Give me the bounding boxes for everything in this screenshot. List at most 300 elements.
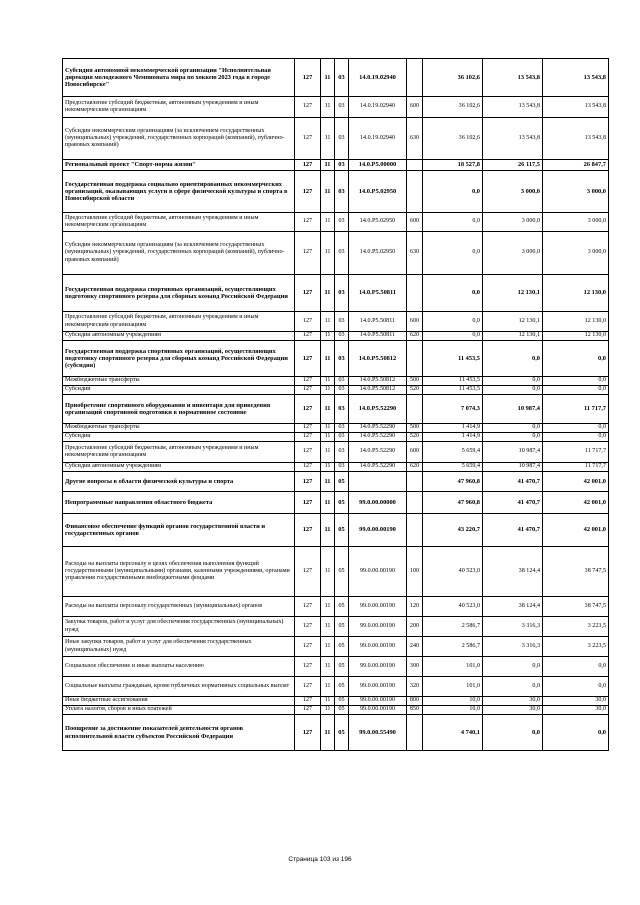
row-rz: 11 (321, 424, 335, 433)
row-pr: 03 (335, 395, 349, 424)
table-row (63, 715, 609, 751)
row-pr: 05 (335, 715, 349, 751)
row-ved: 127 (295, 312, 321, 332)
table-row (63, 332, 609, 341)
row-vr (407, 160, 423, 171)
row-value-2: 41 470,7 (483, 492, 543, 514)
row-value-1: 10,0 (423, 697, 483, 706)
row-value-1: 11 453,5 (423, 386, 483, 395)
row-csr: 14.0.P5.52290 (349, 424, 407, 433)
row-ved: 127 (295, 213, 321, 232)
row-value-2: 0,0 (483, 657, 543, 677)
row-csr: 99.0.00.00190 (349, 706, 407, 715)
row-value-2: 38 124,4 (483, 597, 543, 617)
row-pr: 03 (335, 312, 349, 332)
row-vr: 600 (407, 213, 423, 232)
table-row (63, 617, 609, 637)
row-pr: 05 (335, 492, 349, 514)
row-vr (407, 472, 423, 492)
row-csr: 99.0.00.00190 (349, 597, 407, 617)
row-csr: 14.0.P5.50812 (349, 377, 407, 386)
row-value-1: 18 527,8 (423, 160, 483, 171)
row-vr: 120 (407, 597, 423, 617)
row-rz: 11 (321, 657, 335, 677)
row-value-2: 12 130,1 (483, 275, 543, 312)
table-row (63, 637, 609, 657)
row-value-3: 11 717,7 (543, 442, 609, 463)
row-pr: 03 (335, 377, 349, 386)
row-rz: 11 (321, 617, 335, 637)
row-value-3: 3 223,5 (543, 617, 609, 637)
row-rz: 11 (321, 395, 335, 424)
row-name: Приобретение спортивного оборудования и инвентаря для приведения организаций спортивной подготовки в нормативное состояние (63, 395, 295, 424)
row-value-1: 40 523,0 (423, 547, 483, 597)
row-name: Закупка товаров, работ и услуг для обеспечения государственных (муниципальных) нужд (63, 617, 295, 637)
row-csr: 14.0.P5.50812 (349, 341, 407, 377)
row-ved: 127 (295, 433, 321, 442)
row-name: Предоставление субсидий бюджетным, автономным учреждениям и иным некоммерческим организациям (63, 213, 295, 232)
row-value-3: 13 543,8 (543, 118, 609, 160)
row-name: Предоставление субсидий бюджетным, автономным учреждениям и иным некоммерческим организациям (63, 442, 295, 463)
table-row (63, 97, 609, 118)
row-value-1: 101,0 (423, 657, 483, 677)
row-value-1: 0,0 (423, 171, 483, 213)
row-value-2: 3 000,0 (483, 171, 543, 213)
row-value-2: 30,0 (483, 706, 543, 715)
row-pr: 05 (335, 617, 349, 637)
row-pr: 05 (335, 637, 349, 657)
row-value-1: 0,0 (423, 232, 483, 275)
row-csr: 14.0.P5.52290 (349, 463, 407, 472)
row-value-2: 0,0 (483, 677, 543, 697)
row-rz: 11 (321, 514, 335, 547)
row-pr: 05 (335, 547, 349, 597)
row-rz: 11 (321, 213, 335, 232)
row-ved: 127 (295, 697, 321, 706)
row-value-1: 101,0 (423, 677, 483, 697)
row-csr: 99.0.00.00190 (349, 617, 407, 637)
row-value-1: 0,0 (423, 213, 483, 232)
row-name: Региональный проект "Спорт-норма жизни" (63, 160, 295, 171)
row-name: Субсидия автономной некоммерческой организации "Исполнительная дирекция молодежного Чемпионата мира по хоккею 2023 года в городе Новосибирске" (63, 59, 295, 97)
row-name: Государственная поддержка спортивных организаций, осуществляющих подготовку спортивного резерва для сборных команд Российской Федерации (63, 275, 295, 312)
row-rz: 11 (321, 472, 335, 492)
row-value-3: 0,0 (543, 424, 609, 433)
row-csr: 99.0.00.55490 (349, 715, 407, 751)
row-rz: 11 (321, 442, 335, 463)
row-value-2: 0,0 (483, 424, 543, 433)
row-value-1: 7 074,3 (423, 395, 483, 424)
row-vr: 520 (407, 386, 423, 395)
row-csr: 14.0.P5.50812 (349, 386, 407, 395)
row-name: Расходы на выплаты персоналу в целях обеспечения выполнения функций государственными (муниципальными) органами, казенными учреждениями, органами управления государственными внебюджетными фондами (63, 547, 295, 597)
row-value-2: 41 470,7 (483, 472, 543, 492)
row-ved: 127 (295, 275, 321, 312)
row-value-3: 42 001,0 (543, 514, 609, 547)
row-vr: 620 (407, 463, 423, 472)
row-name: Поощрение за достижение показателей деятельности органов исполнительной власти субъектов Российской Федерации (63, 715, 295, 751)
row-rz: 11 (321, 637, 335, 657)
row-vr (407, 341, 423, 377)
row-ved: 127 (295, 97, 321, 118)
row-value-1: 43 220,7 (423, 514, 483, 547)
row-value-1: 5 659,4 (423, 442, 483, 463)
table-row (63, 442, 609, 463)
row-vr (407, 59, 423, 97)
row-pr: 03 (335, 232, 349, 275)
row-name: Непрограммные направления областного бюджета (63, 492, 295, 514)
row-value-3: 13 543,8 (543, 59, 609, 97)
row-value-3: 3 000,0 (543, 232, 609, 275)
row-name: Иные закупки товаров, работ и услуг для обеспечения государственных (муниципальных) нужд (63, 637, 295, 657)
row-csr: 99.0.00.00000 (349, 492, 407, 514)
row-vr: 100 (407, 547, 423, 597)
row-rz: 11 (321, 312, 335, 332)
table-row (63, 697, 609, 706)
row-value-2: 13 543,8 (483, 59, 543, 97)
row-value-1: 2 586,7 (423, 617, 483, 637)
row-csr: 99.0.00.00190 (349, 637, 407, 657)
row-value-1: 0,0 (423, 332, 483, 341)
table-row (63, 118, 609, 160)
row-value-3: 0,0 (543, 433, 609, 442)
row-value-3: 30,0 (543, 697, 609, 706)
row-csr: 14.0.19.02940 (349, 118, 407, 160)
row-pr: 03 (335, 171, 349, 213)
row-value-1: 5 659,4 (423, 463, 483, 472)
row-value-2: 38 124,4 (483, 547, 543, 597)
table-row (63, 59, 609, 97)
row-csr: 99.0.00.00190 (349, 677, 407, 697)
row-vr (407, 492, 423, 514)
row-value-1: 1 414,9 (423, 433, 483, 442)
table-row (63, 377, 609, 386)
table-row (63, 341, 609, 377)
row-csr: 14.0.P5.52290 (349, 395, 407, 424)
row-value-2: 0,0 (483, 341, 543, 377)
row-vr: 630 (407, 232, 423, 275)
row-pr: 03 (335, 160, 349, 171)
row-csr: 99.0.00.00190 (349, 697, 407, 706)
row-ved: 127 (295, 377, 321, 386)
row-value-1: 36 102,6 (423, 118, 483, 160)
row-vr: 300 (407, 657, 423, 677)
row-rz: 11 (321, 597, 335, 617)
row-vr (407, 275, 423, 312)
row-value-2: 13 543,8 (483, 97, 543, 118)
row-value-3: 12 130,0 (543, 332, 609, 341)
row-vr (407, 514, 423, 547)
row-vr: 850 (407, 706, 423, 715)
row-csr: 14.0.P5.50811 (349, 312, 407, 332)
row-vr: 500 (407, 424, 423, 433)
row-rz: 11 (321, 59, 335, 97)
row-ved: 127 (295, 597, 321, 617)
row-pr: 03 (335, 97, 349, 118)
row-value-3: 11 717,7 (543, 395, 609, 424)
table-row (63, 232, 609, 275)
row-name: Финансовое обеспечение функций органов государственной власти и государственных органов (63, 514, 295, 547)
row-value-2: 0,0 (483, 386, 543, 395)
row-rz: 11 (321, 463, 335, 472)
row-name: Субсидии некоммерческим организациям (за исключением государственных (муниципальных) учреждений, государственных корпораций (компаний), публично-правовых компаний) (63, 232, 295, 275)
row-value-2: 0,0 (483, 433, 543, 442)
row-ved: 127 (295, 232, 321, 275)
table-row (63, 433, 609, 442)
row-value-1: 0,0 (423, 312, 483, 332)
row-rz: 11 (321, 171, 335, 213)
budget-table-page (62, 58, 608, 751)
row-value-3: 0,0 (543, 377, 609, 386)
table-row (63, 160, 609, 171)
row-csr: 14.0.P5.02950 (349, 213, 407, 232)
row-value-3: 42 001,0 (543, 472, 609, 492)
row-ved: 127 (295, 463, 321, 472)
row-value-1: 47 960,8 (423, 492, 483, 514)
row-vr: 800 (407, 697, 423, 706)
row-value-3: 12 130,0 (543, 275, 609, 312)
row-value-2: 3 316,3 (483, 637, 543, 657)
row-rz: 11 (321, 232, 335, 275)
row-rz: 11 (321, 160, 335, 171)
row-value-2: 12 130,1 (483, 312, 543, 332)
table-row (63, 547, 609, 597)
table-row (63, 171, 609, 213)
row-csr: 14.0.19.02940 (349, 97, 407, 118)
row-value-1: 0,0 (423, 275, 483, 312)
row-vr: 240 (407, 637, 423, 657)
row-csr: 99.0.00.00190 (349, 514, 407, 547)
row-value-1: 4 740,1 (423, 715, 483, 751)
row-pr: 03 (335, 463, 349, 472)
row-ved: 127 (295, 332, 321, 341)
row-value-2: 26 117,5 (483, 160, 543, 171)
row-pr: 05 (335, 677, 349, 697)
row-ved: 127 (295, 547, 321, 597)
row-pr: 05 (335, 697, 349, 706)
row-csr: 99.0.00.00190 (349, 657, 407, 677)
row-vr (407, 171, 423, 213)
row-name: Предоставление субсидий бюджетным, автономным учреждениям и иным некоммерческим организациям (63, 97, 295, 118)
row-ved: 127 (295, 171, 321, 213)
row-value-2: 10 987,4 (483, 395, 543, 424)
row-value-1: 36 102,6 (423, 59, 483, 97)
row-name: Субсидии некоммерческим организациям (за исключением государственных (муниципальных) учреждений, государственных корпораций (компаний), публично-правовых компаний) (63, 118, 295, 160)
row-rz: 11 (321, 697, 335, 706)
row-vr: 320 (407, 677, 423, 697)
row-value-2: 3 000,0 (483, 213, 543, 232)
row-csr: 14.0.P5.02950 (349, 171, 407, 213)
row-value-3: 38 747,5 (543, 547, 609, 597)
row-csr: 14.0.19.02940 (349, 59, 407, 97)
row-vr: 200 (407, 617, 423, 637)
table-row (63, 677, 609, 697)
row-pr: 03 (335, 386, 349, 395)
row-vr: 600 (407, 97, 423, 118)
row-value-2: 0,0 (483, 377, 543, 386)
row-ved: 127 (295, 715, 321, 751)
row-value-2: 3 316,3 (483, 617, 543, 637)
row-ved: 127 (295, 706, 321, 715)
row-ved: 127 (295, 657, 321, 677)
row-rz: 11 (321, 492, 335, 514)
row-rz: 11 (321, 332, 335, 341)
row-vr: 500 (407, 377, 423, 386)
row-value-3: 0,0 (543, 715, 609, 751)
table-row (63, 657, 609, 677)
row-csr: 14.0.P5.52290 (349, 433, 407, 442)
row-rz: 11 (321, 341, 335, 377)
row-rz: 11 (321, 433, 335, 442)
row-name: Межбюджетные трансферты (63, 424, 295, 433)
row-value-2: 41 470,7 (483, 514, 543, 547)
row-ved: 127 (295, 386, 321, 395)
row-rz: 11 (321, 547, 335, 597)
row-csr (349, 472, 407, 492)
row-name: Субсидии автономным учреждениям (63, 463, 295, 472)
row-ved: 127 (295, 341, 321, 377)
table-row (63, 386, 609, 395)
row-vr: 600 (407, 312, 423, 332)
row-ved: 127 (295, 677, 321, 697)
row-pr: 05 (335, 472, 349, 492)
row-pr: 03 (335, 442, 349, 463)
row-pr: 03 (335, 433, 349, 442)
row-value-3: 42 001,0 (543, 492, 609, 514)
table-row (63, 275, 609, 312)
table-row (63, 395, 609, 424)
row-ved: 127 (295, 424, 321, 433)
row-csr: 14.0.P5.52290 (349, 442, 407, 463)
row-rz: 11 (321, 677, 335, 697)
row-csr: 14.0.P5.50811 (349, 275, 407, 312)
row-name: Субсидии автономным учреждениям (63, 332, 295, 341)
table-row (63, 514, 609, 547)
row-pr: 05 (335, 657, 349, 677)
row-pr: 03 (335, 341, 349, 377)
row-rz: 11 (321, 706, 335, 715)
row-value-3: 26 847,7 (543, 160, 609, 171)
row-name: Предоставление субсидий бюджетным, автономным учреждениям и иным некоммерческим организациям (63, 312, 295, 332)
row-pr: 03 (335, 332, 349, 341)
row-value-3: 0,0 (543, 677, 609, 697)
table-row (63, 312, 609, 332)
row-value-3: 3 000,0 (543, 171, 609, 213)
row-name: Уплата налогов, сборов и иных платежей (63, 706, 295, 715)
row-vr (407, 395, 423, 424)
budget-table-body (63, 59, 609, 751)
row-value-3: 3 223,5 (543, 637, 609, 657)
row-name: Государственная поддержка спортивных организаций, осуществляющих подготовку спортивного резерва для сборных команд Российской Федерации (субсидия) (63, 341, 295, 377)
row-ved: 127 (295, 514, 321, 547)
row-name: Социальные выплаты гражданам, кроме публичных нормативных социальных выплат (63, 677, 295, 697)
row-ved: 127 (295, 59, 321, 97)
row-value-2: 13 543,8 (483, 118, 543, 160)
row-vr: 620 (407, 332, 423, 341)
row-name: Субсидии (63, 386, 295, 395)
row-value-2: 3 000,0 (483, 232, 543, 275)
row-name: Субсидии (63, 433, 295, 442)
table-row (63, 597, 609, 617)
row-rz: 11 (321, 386, 335, 395)
row-value-3: 38 747,5 (543, 597, 609, 617)
row-value-1: 10,0 (423, 706, 483, 715)
row-vr: 600 (407, 442, 423, 463)
table-row (63, 472, 609, 492)
row-pr: 05 (335, 514, 349, 547)
budget-table (62, 58, 609, 751)
table-row (63, 424, 609, 433)
row-ved: 127 (295, 492, 321, 514)
row-ved: 127 (295, 637, 321, 657)
row-value-1: 36 102,6 (423, 97, 483, 118)
row-value-2: 10 987,4 (483, 463, 543, 472)
row-value-2: 0,0 (483, 715, 543, 751)
row-csr: 99.0.00.00190 (349, 547, 407, 597)
row-value-3: 12 130,0 (543, 312, 609, 332)
row-csr: 14.0.P5.50811 (349, 332, 407, 341)
row-ved: 127 (295, 442, 321, 463)
row-csr: 14.0.P5.02950 (349, 232, 407, 275)
row-value-1: 11 453,5 (423, 377, 483, 386)
row-pr: 05 (335, 706, 349, 715)
row-name: Иные бюджетные ассигнования (63, 697, 295, 706)
row-value-3: 11 717,7 (543, 463, 609, 472)
table-row (63, 492, 609, 514)
row-value-1: 11 453,5 (423, 341, 483, 377)
row-ved: 127 (295, 395, 321, 424)
row-value-1: 1 414,9 (423, 424, 483, 433)
row-value-1: 47 960,8 (423, 472, 483, 492)
row-name: Расходы на выплаты персоналу государственных (муниципальных) органов (63, 597, 295, 617)
row-value-3: 13 543,8 (543, 97, 609, 118)
row-rz: 11 (321, 97, 335, 118)
row-vr (407, 715, 423, 751)
row-rz: 11 (321, 118, 335, 160)
row-value-3: 3 000,0 (543, 213, 609, 232)
row-value-1: 40 523,0 (423, 597, 483, 617)
table-row (63, 463, 609, 472)
row-pr: 03 (335, 59, 349, 97)
row-value-2: 12 130,1 (483, 332, 543, 341)
row-value-1: 2 586,7 (423, 637, 483, 657)
table-row (63, 213, 609, 232)
row-rz: 11 (321, 275, 335, 312)
row-ved: 127 (295, 617, 321, 637)
row-ved: 127 (295, 160, 321, 171)
row-pr: 03 (335, 424, 349, 433)
row-value-2: 30,0 (483, 697, 543, 706)
row-ved: 127 (295, 118, 321, 160)
page-footer: Страница 103 из 196 (288, 856, 352, 863)
row-pr: 03 (335, 213, 349, 232)
row-vr: 630 (407, 118, 423, 160)
row-ved: 127 (295, 472, 321, 492)
row-pr: 03 (335, 118, 349, 160)
row-name: Социальное обеспечение и иные выплаты населению (63, 657, 295, 677)
row-name: Государственная поддержка социально ориентированных некоммерческих организаций, оказывающих услуги в сфере физической культуры и спорта в Новосибирской области (63, 171, 295, 213)
row-value-3: 0,0 (543, 341, 609, 377)
row-name: Межбюджетные трансферты (63, 377, 295, 386)
row-rz: 11 (321, 377, 335, 386)
row-csr: 14.0.P5.00000 (349, 160, 407, 171)
row-value-3: 0,0 (543, 657, 609, 677)
table-row (63, 706, 609, 715)
row-value-2: 10 987,4 (483, 442, 543, 463)
row-pr: 03 (335, 275, 349, 312)
row-value-3: 0,0 (543, 386, 609, 395)
row-vr: 520 (407, 433, 423, 442)
